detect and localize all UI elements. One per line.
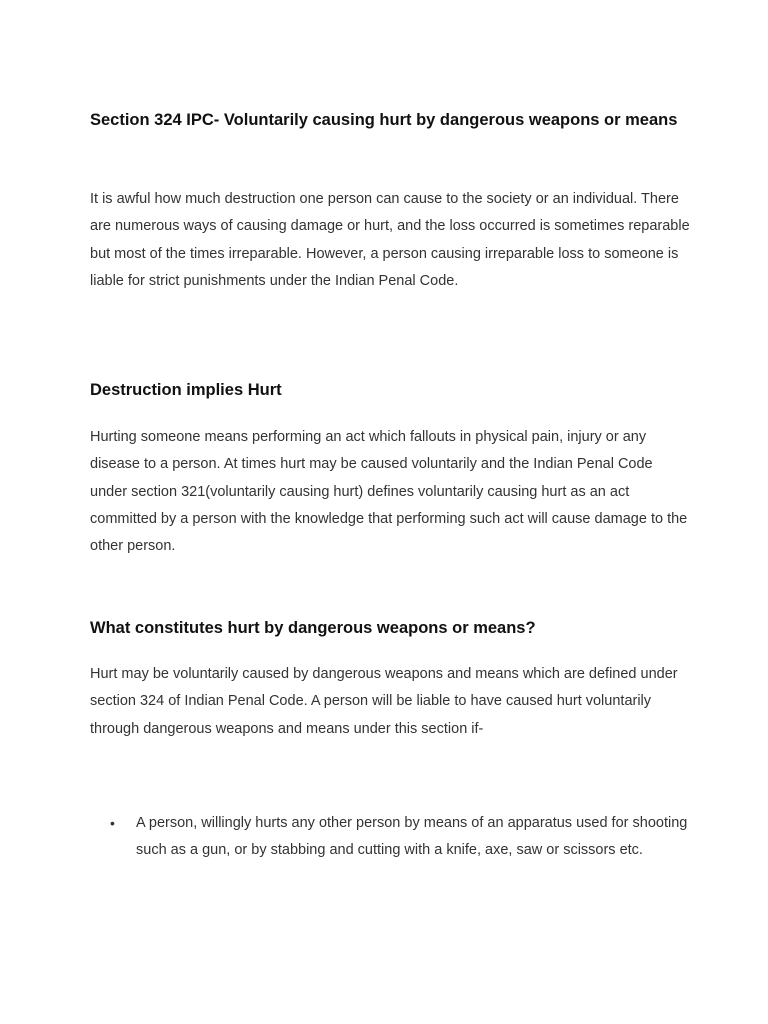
bullet-marker: • xyxy=(110,815,115,831)
intro-paragraph: It is awful how much destruction one person can cause to the society or an individual. There are numerous ways of causing damage or hurt, and the loss occurred is sometimes reparable but most of the times irreparable. However, a person causing irreparable loss to someone is liable for strict punishments under the Indian Penal Code. xyxy=(90,191,690,289)
heading-destruction-implies-hurt: Destruction implies Hurt xyxy=(90,381,282,399)
list-item xyxy=(90,810,690,865)
list-item-text: A person, willingly hurts any other person by means of an apparatus used for shooting such as a gun, or by stabbing and cutting with a knife, axe, saw or scissors etc. xyxy=(136,815,688,859)
heading-what-constitutes: What constitutes hurt by dangerous weapons or means? xyxy=(90,619,536,637)
bullet-list xyxy=(90,810,690,865)
main-heading: Section 324 IPC- Voluntarily causing hurt by dangerous weapons or means xyxy=(90,111,678,129)
paragraph-what-constitutes: Hurt may be voluntarily caused by dangerous weapons and means which are defined under section 324 of Indian Penal Code. A person will be liable to have caused hurt voluntarily through dangerous weapons and means under this section if- xyxy=(90,666,678,737)
paragraph-destruction: Hurting someone means performing an act which fallouts in physical pain, injury or any disease to a person. At times hurt may be caused voluntarily and the Indian Penal Code under section 321(voluntarily causing hurt) defines voluntarily causing hurt as an act committed by a person with the knowledge that performing such act will cause damage to the other person. xyxy=(90,429,688,555)
